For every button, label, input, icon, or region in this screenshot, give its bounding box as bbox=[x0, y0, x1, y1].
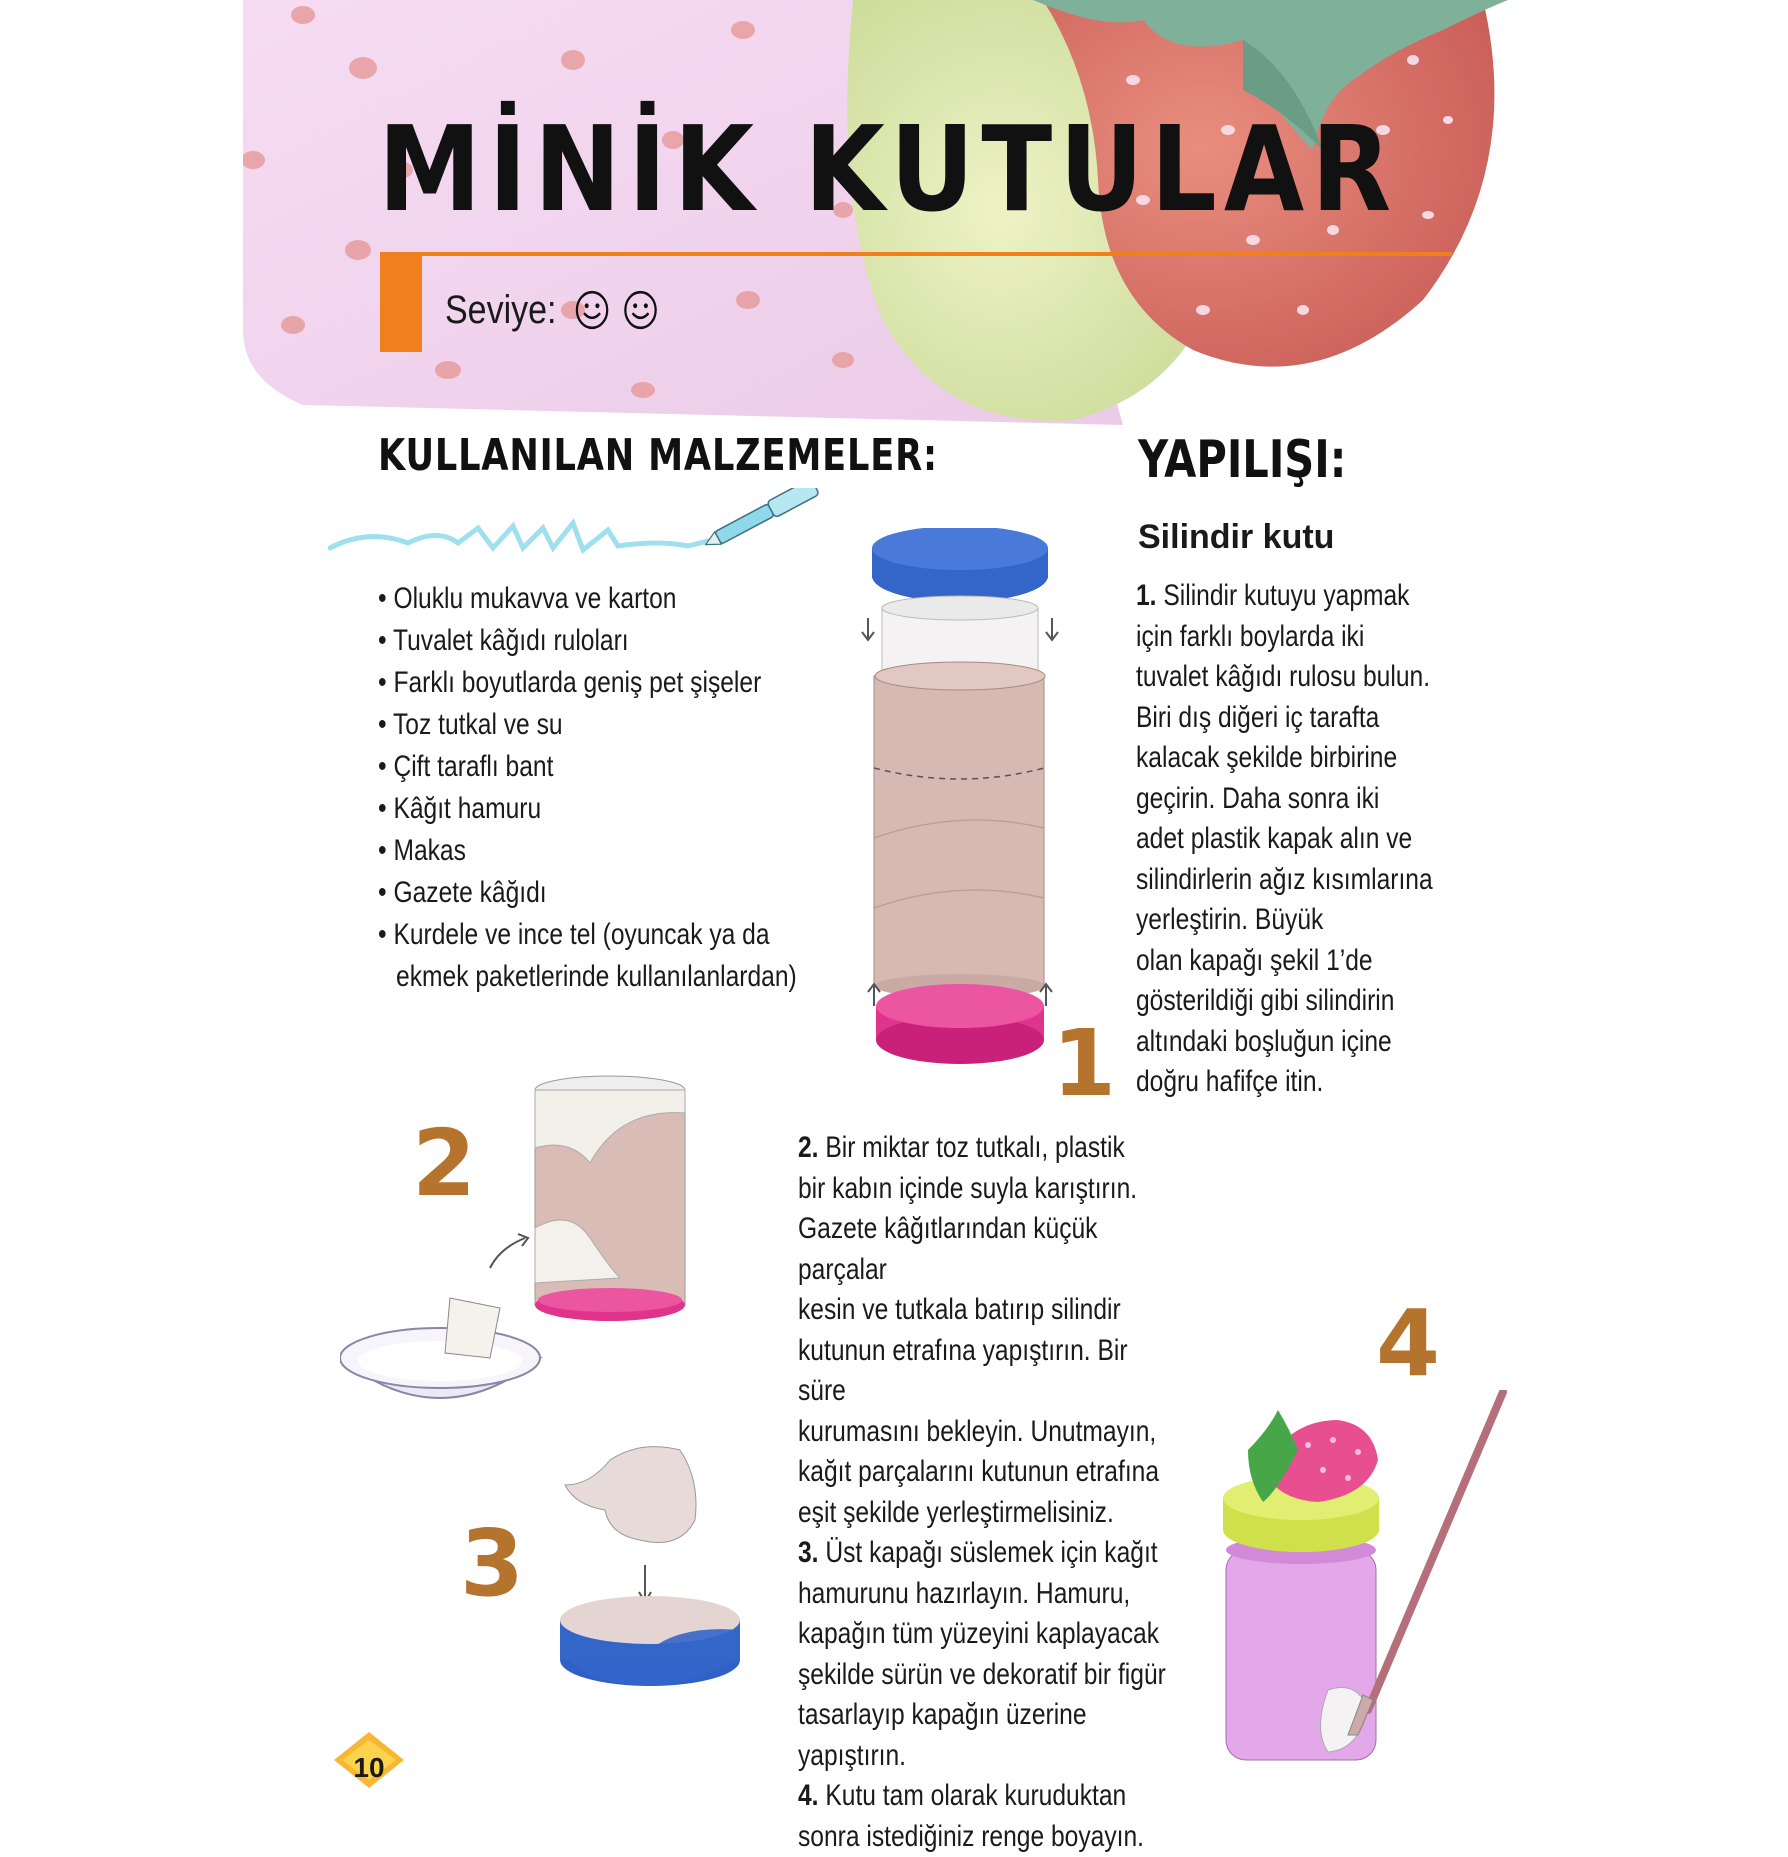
figure-number: 1 bbox=[1052, 1010, 1117, 1117]
figure-2-illustration bbox=[340, 1068, 700, 1438]
materials-heading: KULLANILAN MALZEMELER: bbox=[378, 430, 938, 481]
level-accent-bar bbox=[380, 252, 422, 352]
list-item: • Oluklu mukavva ve karton bbox=[378, 582, 677, 615]
list-item: • Kurdele ve ince tel (oyuncak ya da bbox=[378, 918, 770, 951]
step-1-text: 1. Silindir kutuyu yapmak için farklı boylarda iki tuvalet kâğıdı rulosu bulun. Biri dış diğeri iç tarafta kalacak şekilde birbirine geçirin. Daha sonra iki adet plastik kapak alın ve silindirlerin ağız kısımlarına yerleştirin. Büyük olan kapağı şekil 1’de gösterildiği gibi silindirin altındaki boşluğun içine doğru hafifçe itin. bbox=[1136, 579, 1433, 1098]
figure-number: 4 bbox=[1376, 1290, 1441, 1397]
page-number: 10 bbox=[353, 1752, 385, 1783]
list-item: • Kâğıt hamuru bbox=[378, 792, 542, 825]
list-item-continuation: ekmek paketlerinde kullanılanlardan) bbox=[396, 960, 797, 993]
figure-number: 3 bbox=[460, 1510, 525, 1617]
marker-scribble-icon bbox=[328, 488, 853, 568]
list-item: • Farklı boyutlarda geniş pet şişeler bbox=[378, 666, 762, 699]
steps-2-4-text: 2. Bir miktar toz tutkalı, plastik bir kabın içinde suyla karıştırın. Gazete kâğıtlarından küçük parçalar kesin ve tutkala batırıp silindir kutunun etrafına yapıştırın. Bir süre kurumasını bekleyin. Unutmayın, kağıt parçalarını kutunun etrafına eşit şekilde yerleştirmelisiniz. 3. Üst kapağı süslemek için kağıt hamurunu hazırlayın. Hamuru, kapağın tüm yüzeyini kaplayacak şekilde sürün ve dekoratif bir figür tasarlayıp kapağın üzerine yapıştırın. 4. Kutu tam olarak kuruduktan sonra istediğiniz renge boyayın. bbox=[798, 1131, 1166, 1853]
smiley-icon bbox=[574, 289, 610, 331]
instructions-heading: YAPILIŞI: bbox=[1138, 430, 1347, 490]
page-title: MİNİK KUTULAR bbox=[378, 100, 1399, 238]
list-item: • Çift taraflı bant bbox=[378, 750, 554, 783]
list-item: • Makas bbox=[378, 834, 466, 867]
level-label: Seviye: bbox=[445, 288, 557, 332]
figure-1-illustration bbox=[860, 528, 1060, 1078]
instructions-subheading: Silindir kutu bbox=[1138, 518, 1335, 556]
list-item: • Gazete kâğıdı bbox=[378, 876, 547, 909]
figure-3-illustration bbox=[550, 1440, 750, 1690]
title-underline bbox=[380, 252, 1452, 256]
difficulty-level bbox=[445, 288, 659, 333]
materials-list bbox=[378, 578, 889, 998]
figure-4-illustration bbox=[1218, 1390, 1518, 1780]
list-item: • Tuvalet kâğıdı ruloları bbox=[378, 624, 629, 657]
figure-number: 2 bbox=[412, 1110, 477, 1217]
smiley-icon bbox=[623, 289, 659, 331]
list-item: • Toz tutkal ve su bbox=[378, 708, 563, 741]
